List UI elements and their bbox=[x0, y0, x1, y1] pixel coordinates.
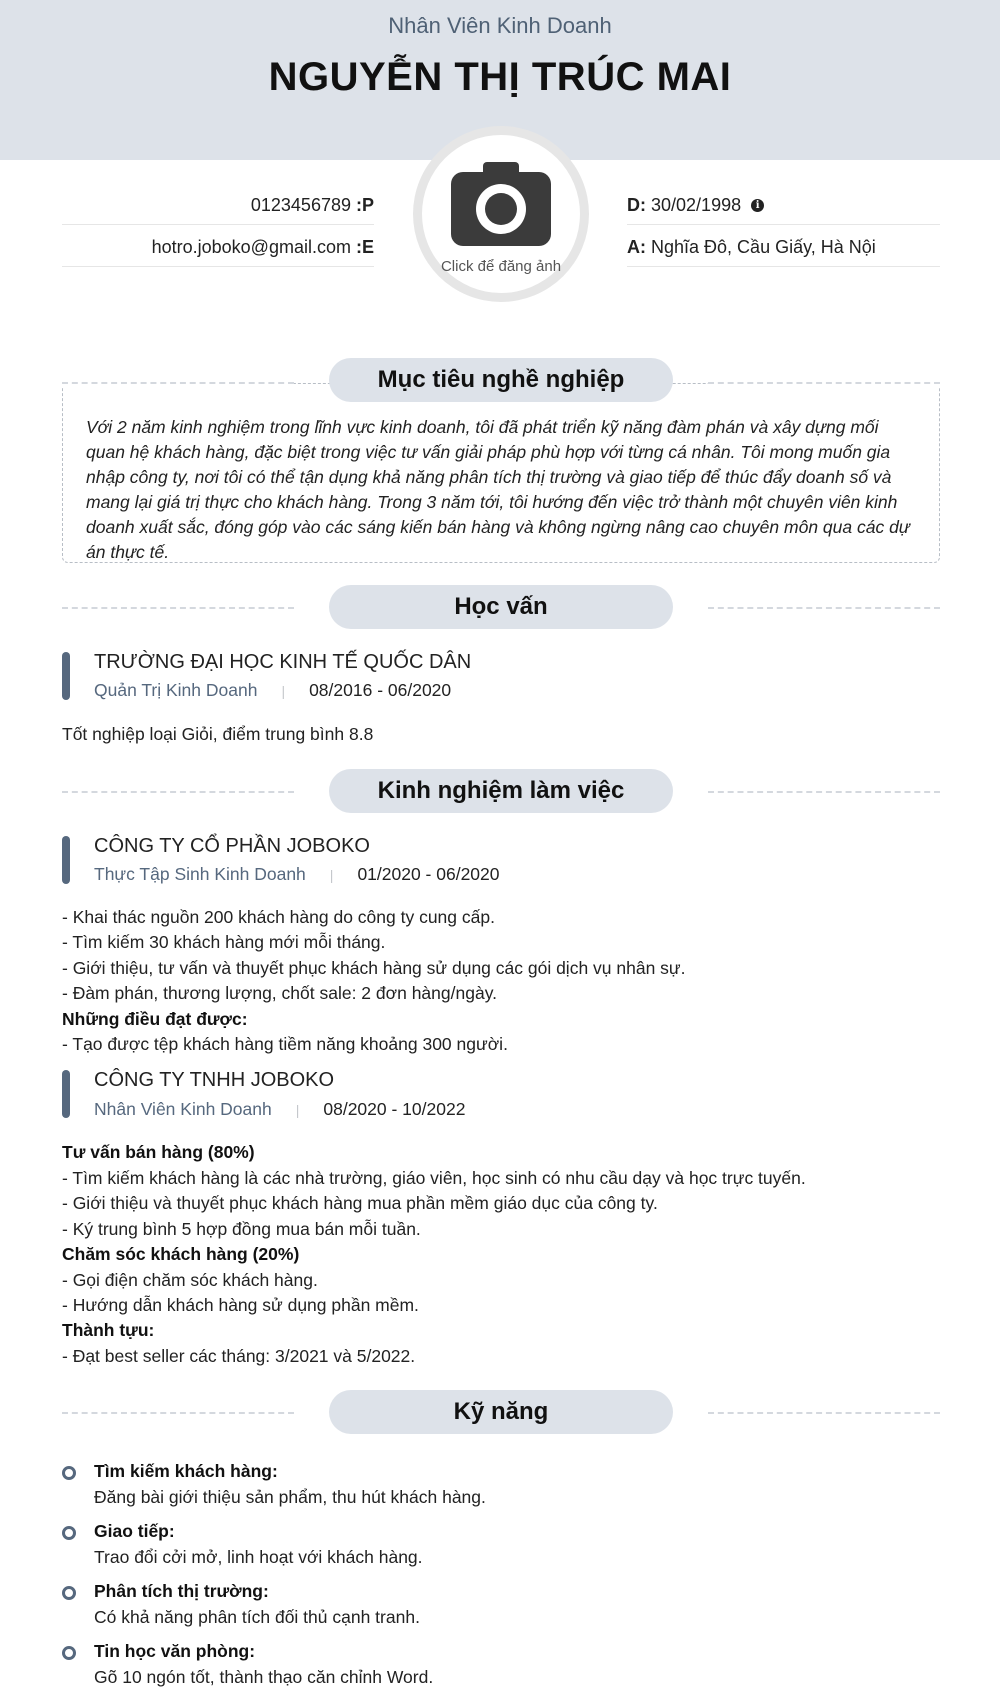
camera-icon[interactable] bbox=[449, 160, 553, 250]
accent-bar bbox=[62, 652, 70, 700]
education-meta bbox=[94, 680, 451, 701]
section-title-experience: Kinh nghiệm làm việc bbox=[329, 769, 673, 813]
skill-name: Tin học văn phòng: bbox=[94, 1641, 256, 1661]
job-line: - Đàm phán, thương lượng, chốt sale: 2 đơn hàng/ngày. bbox=[62, 983, 498, 1003]
upload-hint[interactable]: Click để đăng ảnh bbox=[440, 258, 562, 275]
job-line: - Giới thiệu, tư vấn và thuyết phục khách hàng sử dụng các gói dịch vụ nhân sự. bbox=[62, 958, 686, 978]
separator: | bbox=[295, 1102, 300, 1118]
email-value: hotro.joboko@gmail.com bbox=[151, 237, 351, 257]
group-heading: Chăm sóc khách hàng (20%) bbox=[62, 1244, 300, 1264]
job-line: - Tìm kiếm 30 khách hàng mới mỗi tháng. bbox=[62, 932, 386, 952]
skill-desc: Có khả năng phân tích đối thủ cạnh tranh. bbox=[94, 1607, 420, 1627]
job-line: - Đạt best seller các tháng: 3/2021 và 5/2022. bbox=[62, 1346, 416, 1366]
job-line: - Hướng dẫn khách hàng sử dụng phần mềm. bbox=[62, 1295, 419, 1315]
job-line: - Tạo được tệp khách hàng tiềm năng khoảng 300 người. bbox=[62, 1034, 508, 1054]
section-divider bbox=[708, 1412, 940, 1414]
major: Quản Trị Kinh Doanh bbox=[94, 680, 258, 700]
company-name: CÔNG TY TNHH JOBOKO bbox=[94, 1069, 335, 1091]
objective-text: Với 2 năm kinh nghiệm trong lĩnh vực kinh doanh, tôi đã phát triển kỹ năng đàm phán và xây dựng mối quan hệ khách hàng, đặc biệt trong việc tư vấn giải pháp phù hợp với từng cá nhân. Tôi mong muốn gia nhập công ty, nơi tôi có thể tận dụng khả năng phân tích thị trường và giao tiếp để thúc đẩy doanh số và mang lại giá trị thực cho khách hàng. Trong 3 năm tới, tôi hướng đến việc trở thành một chuyên viên kinh doanh xuất sắc, đóng góp vào các sáng kiến bán hàng và không ngừng nâng cao chuyên môn qua các dự án thực tế. bbox=[86, 417, 910, 562]
job-line: - Ký trung bình 5 hợp đồng mua bán mỗi tuần. bbox=[62, 1219, 421, 1239]
school-name: TRƯỜNG ĐẠI HỌC KINH TẾ QUỐC DÂN bbox=[94, 651, 472, 673]
phone-row bbox=[62, 186, 374, 225]
full-name: NGUYỄN THỊ TRÚC MAI bbox=[268, 55, 732, 99]
education-dates: 08/2016 - 06/2020 bbox=[309, 680, 452, 700]
job-role: Nhân Viên Kinh Doanh bbox=[94, 1099, 272, 1119]
bullet-icon bbox=[62, 1466, 76, 1480]
skill-desc: Đăng bài giới thiệu sản phẩm, thu hút khách hàng. bbox=[94, 1487, 486, 1507]
section-divider bbox=[708, 382, 940, 384]
skill-desc: Trao đổi cởi mở, linh hoạt với khách hàng. bbox=[94, 1547, 423, 1567]
job-meta bbox=[94, 1099, 465, 1120]
skill-name: Tìm kiếm khách hàng: bbox=[94, 1461, 278, 1481]
group-heading: Tư vấn bán hàng (80%) bbox=[62, 1142, 255, 1162]
job-title: Nhân Viên Kinh Doanh bbox=[388, 13, 612, 38]
info-icon[interactable]: i bbox=[751, 199, 764, 212]
separator: | bbox=[281, 683, 286, 699]
section-divider bbox=[62, 382, 294, 384]
dob-label: D: bbox=[627, 195, 646, 215]
skill-name: Giao tiếp: bbox=[94, 1521, 175, 1541]
skill-name: Phân tích thị trường: bbox=[94, 1581, 269, 1601]
phone-value: 0123456789 bbox=[250, 195, 351, 215]
job-line: - Tìm kiếm khách hàng là các nhà trường, giáo viên, học sinh có nhu cầu dạy và học trực tuyến. bbox=[62, 1168, 806, 1188]
job-role: Thực Tập Sinh Kinh Doanh bbox=[94, 864, 306, 884]
section-divider bbox=[708, 791, 940, 793]
skill-desc: Gõ 10 ngón tốt, thành thạo căn chỉnh Word. bbox=[94, 1667, 434, 1687]
address-value: Nghĩa Đô, Cầu Giấy, Hà Nội bbox=[651, 237, 876, 257]
section-divider bbox=[62, 1412, 294, 1414]
job-line: - Giới thiệu và thuyết phục khách hàng mua phần mềm giáo dục của công ty. bbox=[62, 1193, 658, 1213]
company-name: CÔNG TY CỔ PHẦN JOBOKO bbox=[94, 835, 370, 857]
job-meta bbox=[94, 864, 500, 885]
group-heading: Thành tựu: bbox=[62, 1320, 155, 1340]
bullet-icon bbox=[62, 1646, 76, 1660]
section-divider bbox=[708, 607, 940, 609]
separator: | bbox=[329, 867, 334, 883]
email-label: :E bbox=[356, 237, 374, 257]
address-label: A: bbox=[627, 237, 646, 257]
dob-row bbox=[627, 186, 940, 225]
section-title-education: Học vấn bbox=[329, 585, 673, 629]
dob-value: 30/02/1998 bbox=[651, 195, 742, 215]
section-title-objective: Mục tiêu nghề nghiệp bbox=[329, 358, 673, 402]
accent-bar bbox=[62, 836, 70, 884]
bullet-icon bbox=[62, 1526, 76, 1540]
job-dates: 01/2020 - 06/2020 bbox=[357, 864, 500, 884]
section-title-skills: Kỹ năng bbox=[329, 1390, 673, 1434]
job-line: - Gọi điện chăm sóc khách hàng. bbox=[62, 1270, 318, 1290]
accent-bar bbox=[62, 1070, 70, 1118]
bullet-icon bbox=[62, 1586, 76, 1600]
email-row bbox=[62, 228, 374, 267]
job-line: - Khai thác nguồn 200 khách hàng do công ty cung cấp. bbox=[62, 907, 495, 927]
job-dates: 08/2020 - 10/2022 bbox=[323, 1099, 466, 1119]
section-divider bbox=[62, 791, 294, 793]
section-divider bbox=[62, 607, 294, 609]
achievements-heading: Những điều đạt được: bbox=[62, 1009, 248, 1029]
education-note: Tốt nghiệp loại Giỏi, điểm trung bình 8.8 bbox=[62, 724, 374, 744]
address-row bbox=[627, 228, 940, 267]
phone-label: :P bbox=[356, 195, 374, 215]
